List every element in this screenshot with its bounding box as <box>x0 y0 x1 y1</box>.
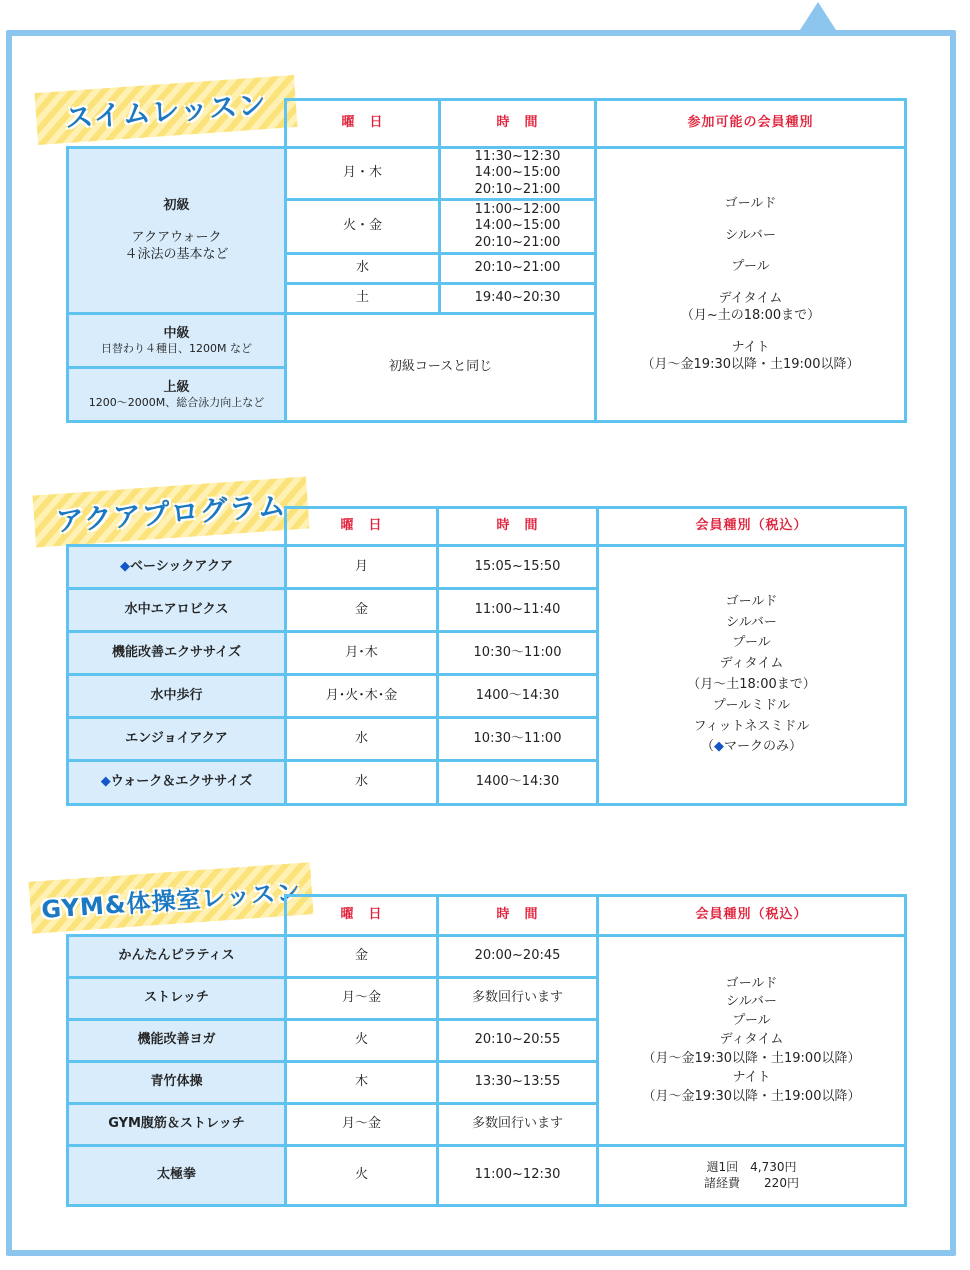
program-name-cell <box>68 546 286 589</box>
empty-corner <box>68 100 286 148</box>
program-day: 月 <box>286 546 438 589</box>
frame-notch-decoration <box>800 2 836 30</box>
member-daytime-note: （月~土の18:00まで） <box>680 308 821 324</box>
program-time: 1400～14:30 <box>438 761 598 805</box>
header-members: 会員種別（税込） <box>598 896 906 936</box>
header-members: 会員種別（税込） <box>598 508 906 546</box>
taikyoku-fee-cell <box>598 1146 906 1206</box>
lesson-name-cell: GYM腹筋＆ストレッチ <box>68 1104 286 1146</box>
time-line: 14:00~15:00 <box>474 165 561 181</box>
swim-time-cell: 19:40~20:30 <box>440 284 596 314</box>
swim-day-cell: 水 <box>286 254 440 284</box>
gym-title-text: GYM&体操室レッスン <box>40 877 302 924</box>
diamond-note: マークのみ） <box>724 739 803 755</box>
empty-corner <box>68 896 286 936</box>
member-gold: ゴールド <box>724 196 777 212</box>
paren: （ <box>700 739 714 755</box>
lesson-day: 月～金 <box>286 978 438 1020</box>
member-pool: プール <box>731 259 770 275</box>
gym-schedule-table <box>66 894 907 1207</box>
lesson-day: 木 <box>286 1062 438 1104</box>
program-name-cell: 水中エアロビクス <box>68 589 286 632</box>
header-members: 参加可能の会員種別 <box>596 100 906 148</box>
intermediate-cell <box>68 314 286 368</box>
member-night-note: （月～金19:30以降・土19:00以降） <box>641 357 860 373</box>
swim-members-cell <box>596 148 906 422</box>
time-line: 20:10~21:00 <box>474 234 561 250</box>
lesson-day: 金 <box>286 936 438 978</box>
lesson-day: 火 <box>286 1146 438 1206</box>
member-line: （月～金19:30以降・土19:00以降） <box>642 1050 861 1066</box>
program-day: 月･木 <box>286 632 438 675</box>
member-line: プール <box>732 1013 771 1029</box>
program-name-cell: 機能改善エクササイズ <box>68 632 286 675</box>
member-line: ナイト <box>732 1069 771 1085</box>
aqua-schedule-table <box>66 506 907 806</box>
beginner-desc-2: ４泳法の基本など <box>124 246 229 262</box>
header-day: 曜 日 <box>286 508 438 546</box>
program-day: 金 <box>286 589 438 632</box>
program-name-cell: エンジョイアクア <box>68 718 286 761</box>
lesson-time: 20:10~20:55 <box>438 1020 598 1062</box>
program-name-cell <box>68 761 286 805</box>
member-line: ディタイム <box>719 1032 784 1048</box>
lesson-time: 20:00~20:45 <box>438 936 598 978</box>
advanced-name: 上級 <box>163 379 190 395</box>
program-time: 11:00~11:40 <box>438 589 598 632</box>
program-time: 10:30～11:00 <box>438 718 598 761</box>
diamond-mark: ◆ <box>100 774 111 790</box>
member-line: シルバー <box>726 994 777 1010</box>
member-line: プール <box>732 635 771 651</box>
time-line: 20:10~21:00 <box>474 181 561 197</box>
header-time: 時 間 <box>438 508 598 546</box>
swim-time-cell <box>440 148 596 200</box>
program-time: 10:30～11:00 <box>438 632 598 675</box>
beginner-cell <box>68 148 286 314</box>
program-day: 水 <box>286 761 438 805</box>
diamond-mark: ◆ <box>714 739 724 755</box>
member-line <box>601 737 902 758</box>
diamond-mark: ◆ <box>119 558 130 574</box>
fee-line: 週1回 4,730円 <box>706 1159 797 1174</box>
lesson-day: 火 <box>286 1020 438 1062</box>
lesson-time: 多数回行います <box>438 978 598 1020</box>
aqua-title-text: アクアプログラム <box>54 488 288 539</box>
swim-title-text: スイムレッスン <box>64 87 269 136</box>
gym-members-cell <box>598 936 906 1146</box>
fee-line: 諸経費 220円 <box>704 1175 799 1190</box>
member-line: フィットネスミドル <box>693 718 810 734</box>
same-as-beginner-cell: 初級コースと同じ <box>286 314 596 422</box>
header-day: 曜 日 <box>286 100 440 148</box>
member-line: プールミドル <box>712 697 791 713</box>
lesson-name-cell: 青竹体操 <box>68 1062 286 1104</box>
empty-corner <box>68 508 286 546</box>
member-night: ナイト <box>731 339 770 355</box>
advanced-cell <box>68 368 286 422</box>
intermediate-name: 中級 <box>163 325 190 341</box>
swim-time-cell <box>440 200 596 254</box>
program-day: 月･火･木･金 <box>286 675 438 718</box>
program-time: 15:05~15:50 <box>438 546 598 589</box>
header-time: 時 間 <box>438 896 598 936</box>
swim-schedule-table <box>66 98 907 423</box>
header-time: 時 間 <box>440 100 596 148</box>
lesson-time: 11:00~12:30 <box>438 1146 598 1206</box>
lesson-name-cell: ストレッチ <box>68 978 286 1020</box>
lesson-name-cell: 太極拳 <box>68 1146 286 1206</box>
swim-day-cell: 月・木 <box>286 148 440 200</box>
swim-time-cell: 20:10~21:00 <box>440 254 596 284</box>
program-name: ベーシックアクア <box>129 558 234 574</box>
member-daytime: デイタイム <box>718 290 783 306</box>
intermediate-desc: 日替わり４種目、1200M など <box>101 341 252 355</box>
lesson-name-cell: 機能改善ヨガ <box>68 1020 286 1062</box>
lesson-day: 月～金 <box>286 1104 438 1146</box>
advanced-desc: 1200～2000M、総合泳力向上など <box>88 395 265 409</box>
member-line: ゴールド <box>725 975 778 991</box>
time-line: 14:00~15:00 <box>474 218 561 234</box>
aqua-members-cell <box>598 546 906 805</box>
lesson-name-cell: かんたんピラティス <box>68 936 286 978</box>
time-line: 11:30~12:30 <box>474 149 561 165</box>
lesson-time: 多数回行います <box>438 1104 598 1146</box>
swim-day-cell: 土 <box>286 284 440 314</box>
lesson-time: 13:30~13:55 <box>438 1062 598 1104</box>
member-silver: シルバー <box>725 227 776 243</box>
member-line: シルバー <box>726 614 777 630</box>
member-line: （月～土18:00まで） <box>687 677 816 692</box>
program-time: 1400～14:30 <box>438 675 598 718</box>
header-day: 曜 日 <box>286 896 438 936</box>
member-line: ゴールド <box>725 593 778 609</box>
time-line: 11:00~12:00 <box>474 202 561 218</box>
member-line: ディタイム <box>719 656 784 672</box>
program-name-cell: 水中歩行 <box>68 675 286 718</box>
program-day: 水 <box>286 718 438 761</box>
program-name: ウォーク＆エクササイズ <box>110 774 253 790</box>
beginner-name: 初級 <box>163 198 190 214</box>
member-line: （月～金19:30以降・土19:00以降） <box>642 1088 861 1104</box>
beginner-desc-1: アクアウォーク <box>131 230 222 246</box>
swim-day-cell: 火・金 <box>286 200 440 254</box>
